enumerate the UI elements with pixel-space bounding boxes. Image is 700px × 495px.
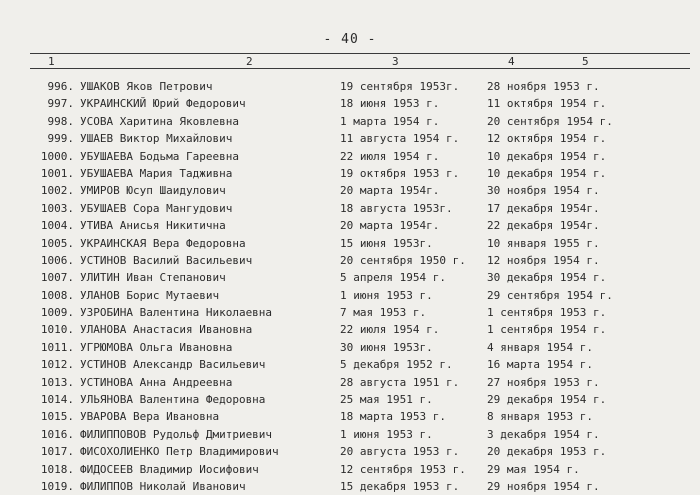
column-header-4: 4 [508,55,515,68]
record-date: 30 декабря 1954 г. [487,271,607,285]
record-number: 1019. [40,479,74,493]
record-number: 1010. [40,323,74,337]
record-date: 10 декабря 1954 г. [487,149,607,163]
record-name: УЛАНОВА Анастасия Ивановна [80,323,253,337]
record-row [0,443,700,460]
record-number: 998. [47,114,74,128]
record-number: 1012. [40,358,74,372]
record-row [0,287,700,304]
record-number: 1008. [40,288,74,302]
record-birth-date: 19 сентября 1953г. [340,80,460,93]
record-row [0,321,700,338]
record-row [0,304,700,321]
record-name: УКРАИНСКАЯ Вера Федоровна [80,236,246,250]
record-row [0,200,700,217]
record-name: УШАЕВ Виктор Михайлович [80,132,233,146]
record-date: 10 января 1955 г. [487,236,600,250]
record-name: УБУШАЕВ Сора Мангудович [80,201,233,215]
record-number: 1011. [40,340,74,354]
record-row [0,217,700,234]
record-row [0,391,700,408]
record-number: 1016. [40,427,74,441]
record-date: 17 декабря 1954г. [487,201,600,215]
record-birth-date: 19 октября 1953 г. [340,166,460,180]
page-number: - 40 - [323,32,377,47]
record-birth-date: 15 декабря 1953 г. [340,479,460,493]
record-date: 29 сентября 1954 г. [487,288,613,302]
record-name: УЛЬЯНОВА Валентина Федоровна [80,393,266,407]
record-birth-date: 25 мая 1951 г. [340,393,433,407]
record-date: 12 ноября 1954 г. [487,253,600,267]
record-birth-date: 1 июня 1953 г. [340,427,433,441]
record-birth-date: 20 сентября 1950 г. [340,253,466,267]
record-name: УЗРОБИНА Валентина Николаевна [80,306,273,320]
record-name: ФИДОСЕЕВ Владимир Иосифович [80,462,259,476]
record-name: УБУШАЕВА Мария Тадживна [80,166,233,180]
record-name: УЛИТИН Иван Степанович [80,271,226,285]
record-row [0,95,700,112]
record-number: 997. [47,97,74,111]
record-number: 1002. [40,184,74,198]
records-list [0,78,700,495]
record-name: УМИРОВ Юсуп Шаидулович [80,184,226,198]
header-bottom-rule [30,68,690,69]
record-row [0,269,700,286]
record-row [0,78,700,95]
record-number: 1017. [40,445,74,459]
record-birth-date: 28 августа 1951 г. [340,375,460,389]
record-row [0,374,700,391]
record-date: 8 января 1953 г. [487,410,593,424]
record-birth-date: 1 июня 1953 г. [340,288,433,302]
record-number: 1014. [40,393,74,407]
record-birth-date: 5 апреля 1954 г. [340,271,446,285]
record-row [0,235,700,252]
record-birth-date: 12 сентября 1953 г. [340,462,466,476]
record-date: 29 мая 1954 г. [487,462,580,476]
record-row [0,148,700,165]
record-birth-date: 18 июня 1953 г. [340,97,440,111]
record-birth-date: 20 марта 1954г. [340,219,440,233]
record-name: УТИВА Анисья Никитична [80,219,226,233]
record-number: 1004. [40,219,74,233]
record-number: 1003. [40,201,74,215]
record-number: 999. [47,132,74,146]
record-birth-date: 30 июня 1953г. [340,340,433,354]
record-name: УКРАИНСКИЙ Юрий Федорович [80,97,246,111]
record-birth-date: 20 августа 1953 г. [340,445,460,459]
record-row [0,478,700,495]
record-name: ФИЛИППОВОВ Рудольф Дмитриевич [80,427,273,441]
record-number: 1007. [40,271,74,285]
record-number: 1009. [40,306,74,320]
record-row [0,408,700,425]
record-date: 29 декабря 1954 г. [487,393,607,407]
record-birth-date: 22 июля 1954 г. [340,149,440,163]
record-date: 12 октября 1954 г. [487,132,607,146]
record-birth-date: 11 августа 1954 г. [340,132,460,146]
record-number: 996. [47,80,74,93]
record-number: 1000. [40,149,74,163]
record-row [0,165,700,182]
record-birth-date: 18 августа 1953г. [340,201,453,215]
record-date: 28 ноября 1953 г. [487,80,600,93]
record-name: УСОВА Харитина Яковлевна [80,114,239,128]
record-date: 22 декабря 1954г. [487,219,600,233]
record-date: 20 декабря 1953 г. [487,445,607,459]
record-number: 1005. [40,236,74,250]
header-top-rule [30,53,690,54]
record-name: УСТИНОВ Василий Васильевич [80,253,253,267]
record-birth-date: 1 марта 1954 г. [340,114,440,128]
record-name: УБУШАЕВА Бодьма Гареевна [80,149,239,163]
record-number: 1001. [40,166,74,180]
record-number: 1015. [40,410,74,424]
record-name: УГРЮМОВА Ольга Ивановна [80,340,233,354]
record-birth-date: 20 марта 1954г. [340,184,440,198]
column-header-3: 3 [392,55,399,68]
record-birth-date: 22 июля 1954 г. [340,323,440,337]
column-header-2: 2 [246,55,253,68]
record-number: 1006. [40,253,74,267]
record-date: 20 сентября 1954 г. [487,114,613,128]
record-date: 10 декабря 1954 г. [487,166,607,180]
record-name: ФИСОХОЛИЕНКО Петр Владимирович [80,445,279,459]
record-number: 1013. [40,375,74,389]
record-date: 1 сентября 1953 г. [487,306,607,320]
record-date: 3 декабря 1954 г. [487,427,600,441]
record-birth-date: 7 мая 1953 г. [340,306,427,320]
record-date: 30 ноября 1954 г. [487,184,600,198]
record-date: 29 ноября 1954 г. [487,479,600,493]
column-header-5: 5 [582,55,589,68]
record-row [0,461,700,478]
record-birth-date: 15 июня 1953г. [340,236,433,250]
record-name: УСТИНОВ Александр Васильевич [80,358,266,372]
record-row [0,426,700,443]
record-row [0,130,700,147]
record-date: 11 октября 1954 г. [487,97,607,111]
column-header-1: 1 [48,55,55,68]
record-name: УЛАНОВ Борис Мутаевич [80,288,220,302]
record-date: 4 января 1954 г. [487,340,593,354]
record-row [0,252,700,269]
record-row [0,113,700,130]
record-name: УСТИНОВА Анна Андреевна [80,375,233,389]
record-name: УВАРОВА Вера Ивановна [80,410,220,424]
record-row [0,339,700,356]
record-birth-date: 18 марта 1953 г. [340,410,446,424]
record-date: 27 ноября 1953 г. [487,375,600,389]
record-date: 1 сентября 1954 г. [487,323,607,337]
record-number: 1018. [40,462,74,476]
record-row [0,182,700,199]
record-date: 16 марта 1954 г. [487,358,593,372]
record-row [0,356,700,373]
record-name: ФИЛИППОВ Николай Иванович [80,479,246,493]
record-name: УШАКОВ Яков Петрович [80,80,213,93]
record-birth-date: 5 декабря 1952 г. [340,358,453,372]
